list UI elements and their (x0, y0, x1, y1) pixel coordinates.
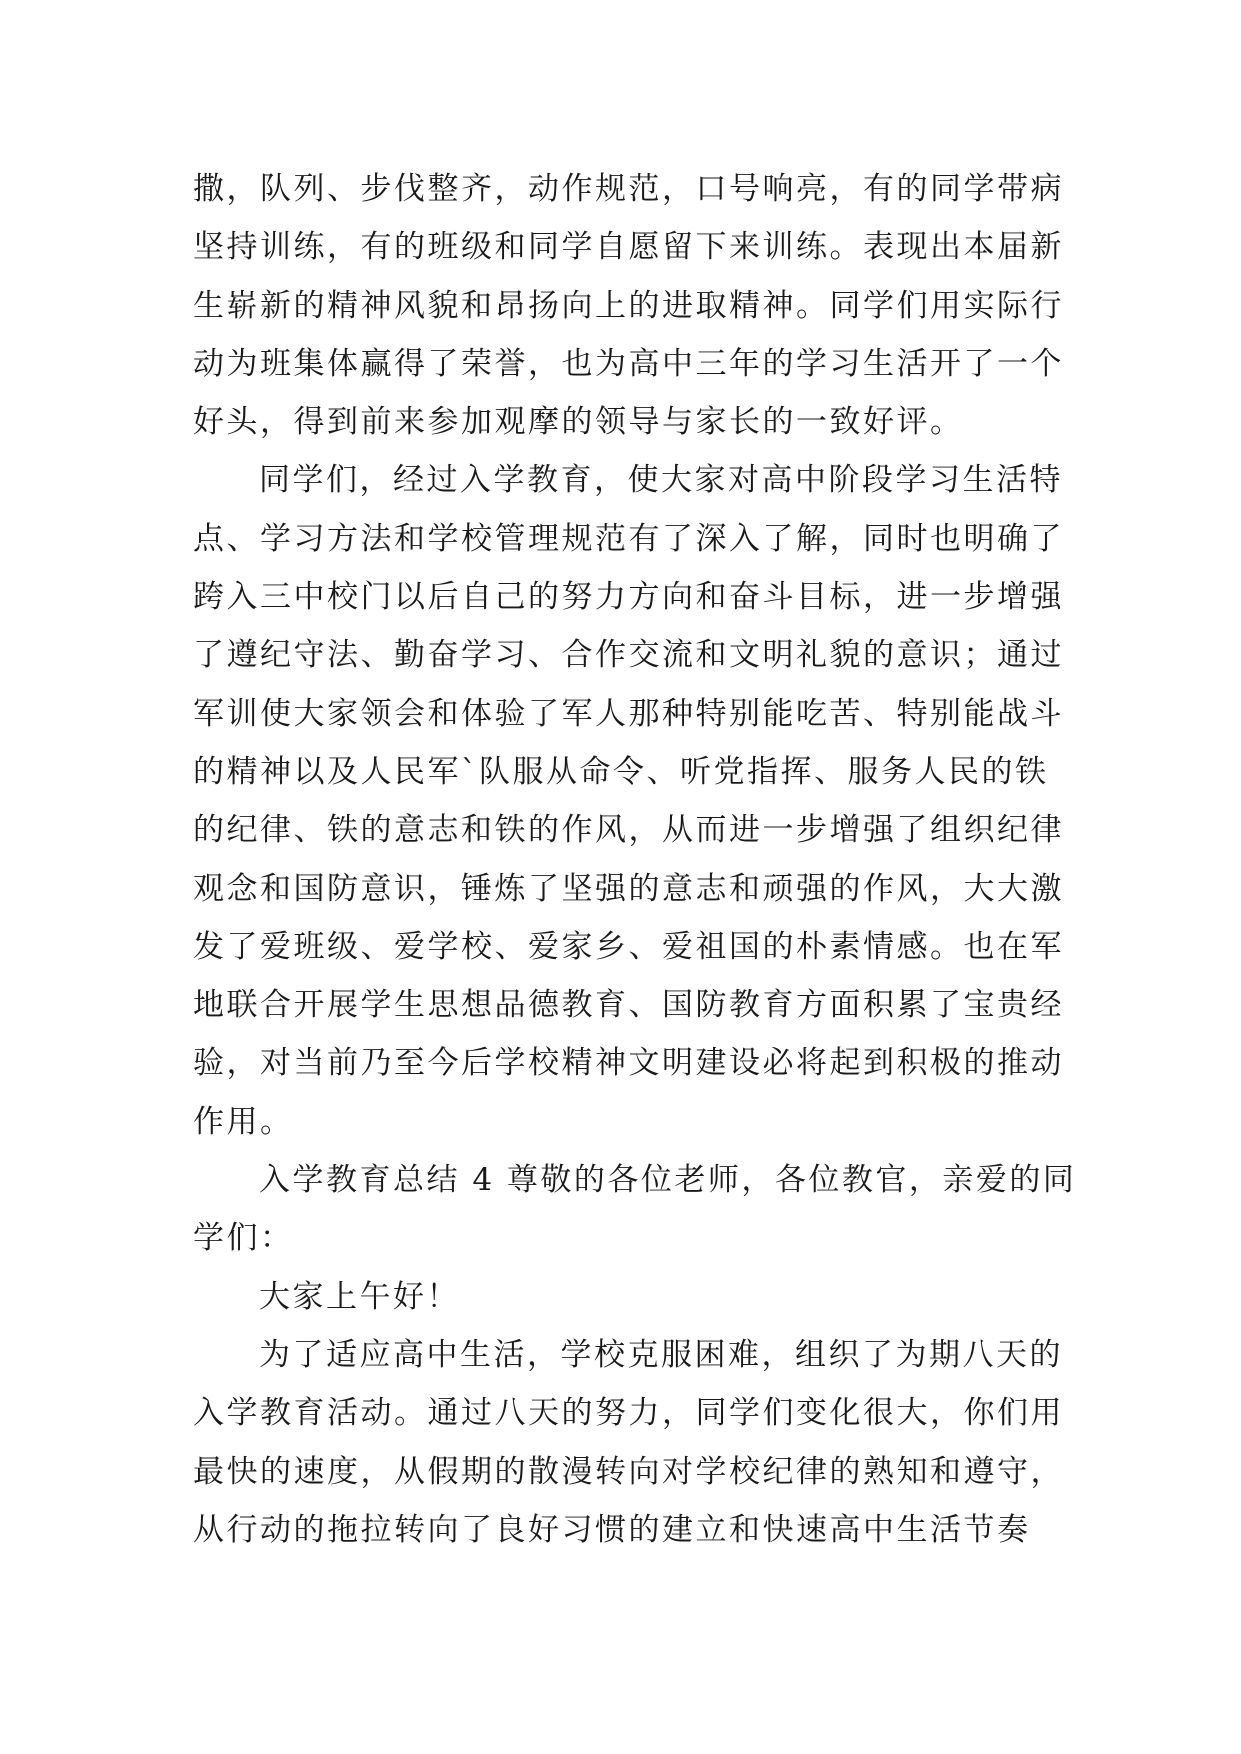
text-line: 从行动的拖拉转向了良好习惯的建立和快速高中生活节奏 (193, 1511, 1031, 1548)
text-line: 军训使大家领会和体验了军人那种特别能吃苦、特别能战斗 (193, 695, 1064, 732)
text-line: 跨入三中校门以后自己的努力方向和奋斗目标，进一步增强 (193, 579, 1064, 616)
text-line: 学们： (193, 1220, 294, 1257)
text-line: 最快的速度，从假期的散漫转向对学校纪律的熟知和遵守， (193, 1453, 1064, 1490)
text-line: 为了适应高中生活，学校克服困难，组织了为期八天的 (259, 1336, 1063, 1373)
text-line: 入学教育总结 4 尊敬的各位老师，各位教官，亲爱的同 (259, 1162, 1077, 1199)
text-line: 了遵纪守法、勤奋学习、合作交流和文明礼貌的意识；通过 (193, 637, 1064, 674)
text-line: 入学教育活动。通过八天的努力，同学们变化很大，你们用 (193, 1395, 1064, 1432)
text-line: 好头，得到前来参加观摩的领导与家长的一致好评。 (193, 404, 964, 441)
text-line: 作用。 (193, 1103, 294, 1140)
text-line: 发了爱班级、爱学校、爱家乡、爱祖国的朴素情感。也在军 (193, 928, 1064, 965)
text-line: 同学们，经过入学教育，使大家对高中阶段学习生活特 (259, 462, 1063, 499)
text-line: 的精神以及人民军`队服从命令、听党指挥、服务人民的铁 (193, 753, 1049, 790)
text-line: 验，对当前乃至今后学校精神文明建设必将起到积极的推动 (193, 1045, 1064, 1082)
text-line: 动为班集体赢得了荣誉，也为高中三年的学习生活开了一个 (193, 345, 1064, 382)
text-line: 地联合开展学生思想品德教育、国防教育方面积累了宝贵经 (193, 987, 1064, 1024)
text-line: 撒，队列、步伐整齐，动作规范，口号响亮，有的同学带病 (193, 171, 1064, 207)
text-line: 大家上午好！ (259, 1278, 460, 1315)
text-line: 观念和国防意识，锤炼了坚强的意志和顽强的作风，大大激 (193, 870, 1064, 907)
body-text (193, 160, 1077, 1559)
text-line: 坚持训练，有的班级和同学自愿留下来训练。表现出本届新 (193, 229, 1064, 266)
text-line: 点、学习方法和学校管理规范有了深入了解，同时也明确了 (193, 520, 1064, 557)
text-line: 生崭新的精神风貌和昂扬向上的进取精神。同学们用实际行 (193, 287, 1064, 324)
text-line: 的纪律、铁的意志和铁的作风，从而进一步增强了组织纪律 (193, 812, 1064, 849)
